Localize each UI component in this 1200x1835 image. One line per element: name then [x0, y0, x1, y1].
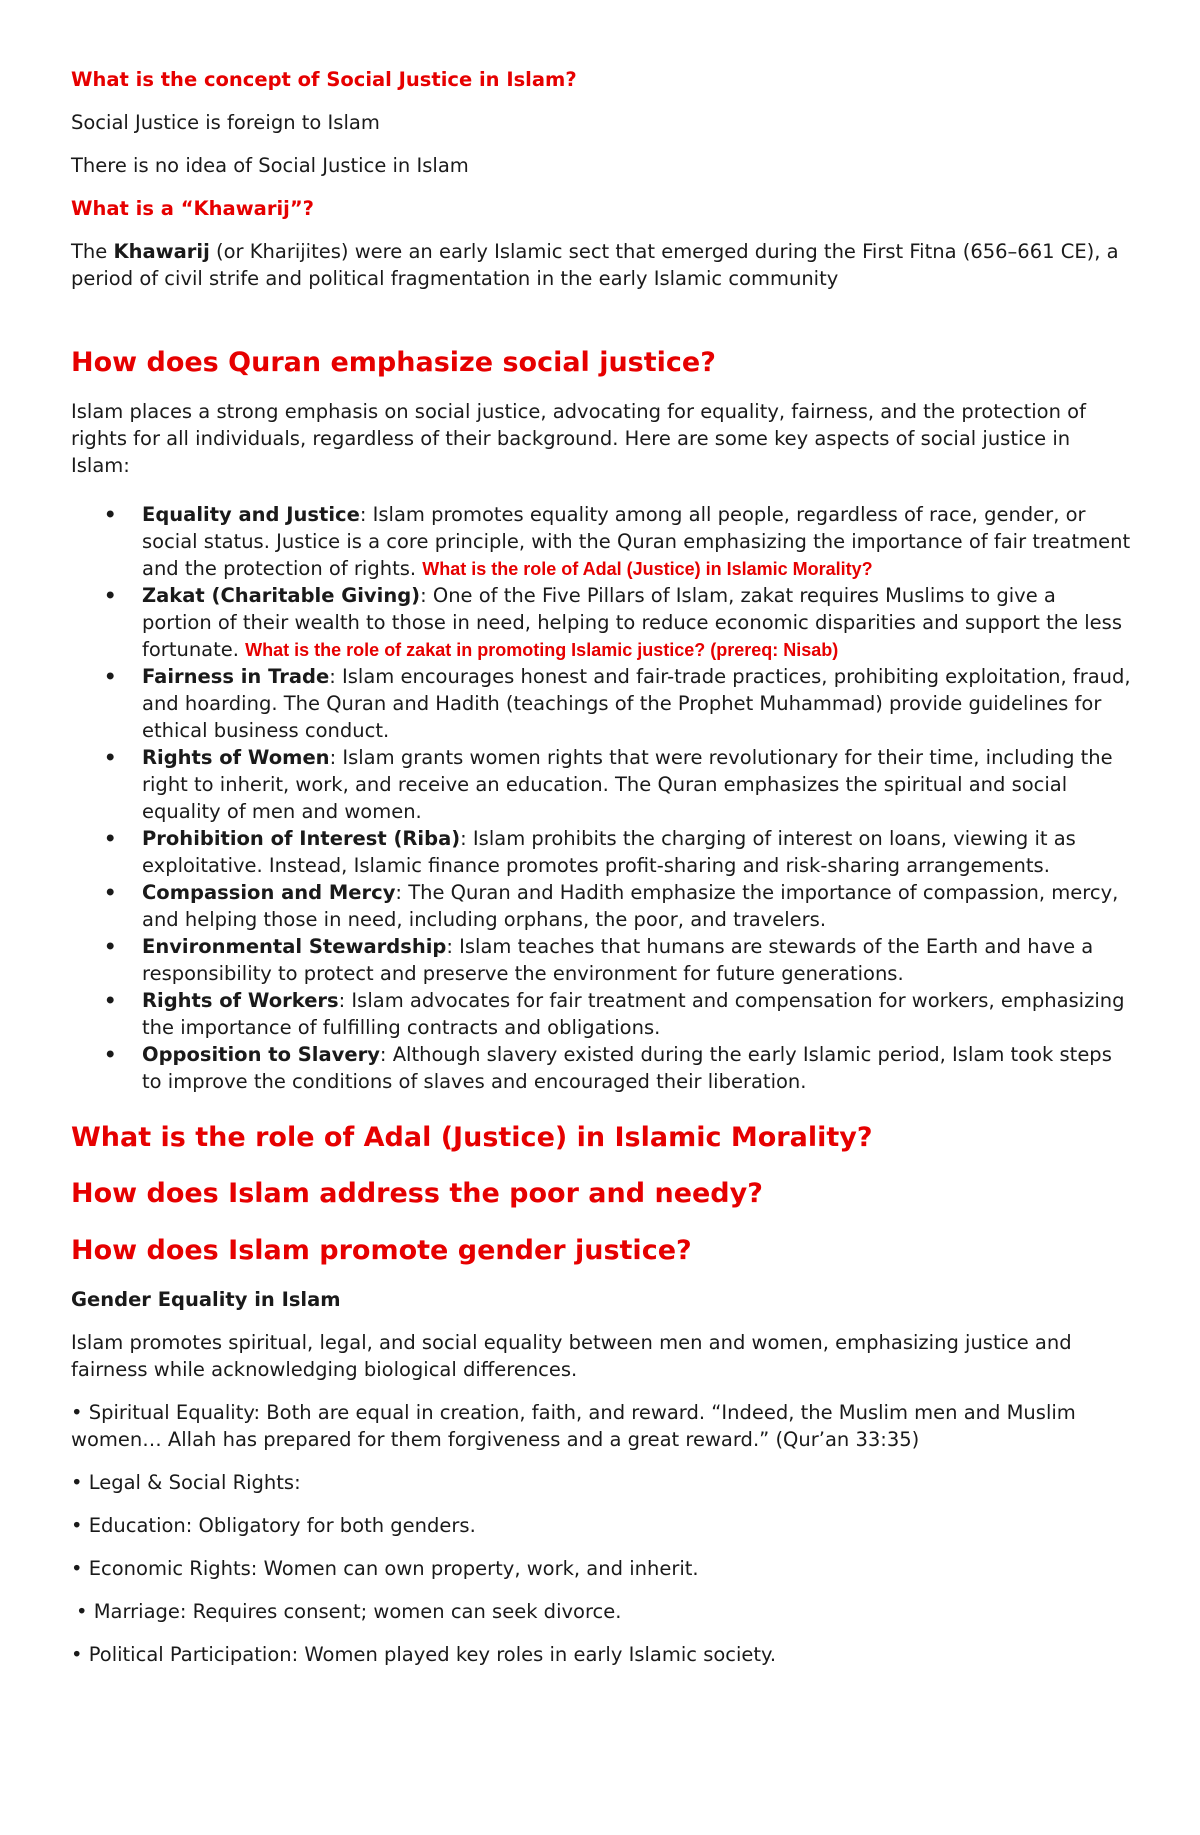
gender-intro-paragraph: Islam promotes spiritual, legal, and social equality between men and women, emphasizing justice and fairness while acknowledging biological differences. — [71, 1330, 1072, 1381]
aspect-text: : Although slavery existed during the early Islamic period, Islam took steps to improve the conditions of slaves and encouraged their liberation. — [142, 1043, 1112, 1093]
aspect-text: : The Quran and Hadith emphasize the importance of compassion, mercy, and helping those in need, including orphans, the poor, and travelers. — [142, 881, 1119, 931]
bullet-icon: • — [104, 746, 117, 769]
khawarij-description: (or Kharijites) were an early Islamic sect that emerged during the First Fitna (656–661 CE), a period of civil strife and political fragmentation in the early Islamic community — [71, 240, 1119, 290]
bullet-icon: • — [104, 665, 117, 688]
heading-quran-social-justice: How does Quran emphasize social justice? — [71, 347, 716, 378]
bullet-icon: • — [104, 584, 117, 607]
gender-equality-subheading: Gender Equality in Islam — [71, 1287, 341, 1311]
question-khawarij: What is a “Khawarij”? — [71, 197, 314, 220]
question-social-justice-concept: What is the concept of Social Justice in Islam? — [71, 68, 577, 91]
aspect-question: What is the role of zakat in promoting Islamic justice? (prereq: Nisab) — [245, 640, 839, 660]
list-item — [71, 582, 1131, 663]
aspect-text: : Islam promotes equality among all people, regardless of race, gender, or social status. Justice is a core principle, with the Quran emphasizing the importance of fair treatment and the protection of rights. — [142, 503, 1131, 580]
gender-point-economic: • Economic Rights: Women can own property, work, and inherit. — [71, 1556, 699, 1580]
list-item — [71, 933, 1131, 987]
bullet-icon: • — [104, 1043, 117, 1066]
list-item — [71, 744, 1131, 825]
list-item — [71, 501, 1131, 582]
aspect-term: Environmental Stewardship — [142, 935, 447, 958]
quran-intro-paragraph: Islam places a strong emphasis on social justice, advocating for equality, fairness, and the protection of rights for all individuals, regardless of their background. Here are some key aspects of social justice in Islam: — [71, 400, 1086, 477]
aspect-term: Equality and Justice — [142, 503, 360, 526]
aspect-term: Fairness in Trade — [142, 665, 330, 688]
bullet-icon: • — [104, 881, 117, 904]
aspect-text: : Islam advocates for fair treatment and compensation for workers, emphasizing the importance of fulfilling contracts and obligations. — [142, 989, 1125, 1039]
aspect-term: Rights of Workers — [142, 989, 339, 1012]
gender-point-spiritual: • Spiritual Equality: Both are equal in creation, faith, and reward. “Indeed, the Muslim men and Muslim women… Allah has prepared for them forgiveness and a great reward.” (Qur’an 33:35) — [71, 1400, 1076, 1451]
khawarij-term: Khawarij — [113, 240, 210, 263]
gender-point-marriage: • Marriage: Requires consent; women can seek divorce. — [76, 1599, 622, 1623]
aspect-term: Compassion and Mercy — [142, 881, 396, 904]
heading-adal-question: What is the role of Adal (Justice) in Islamic Morality? — [71, 1122, 873, 1153]
aspect-text: : One of the Five Pillars of Islam, zakat requires Muslims to give a portion of their wealth to those in need, helping to reduce economic disparities and support the less fortunate. — [142, 584, 1122, 661]
list-item — [71, 879, 1131, 933]
aspect-text: : Islam prohibits the charging of interest on loans, viewing it as exploitative. Instead, Islamic finance promotes profit-sharing and risk-sharing arrangements. — [142, 827, 1076, 877]
bullet-icon: • — [104, 989, 117, 1012]
khawarij-paragraph — [71, 238, 1131, 292]
answer-line-1: Social Justice is foreign to Islam — [71, 111, 380, 134]
list-item — [71, 1041, 1131, 1095]
answer-line-2: There is no idea of Social Justice in Islam — [71, 154, 469, 177]
bullet-icon: • — [104, 827, 117, 850]
list-item — [71, 825, 1131, 879]
gender-point-education: • Education: Obligatory for both genders. — [71, 1513, 476, 1537]
heading-gender-justice-question: How does Islam promote gender justice? — [71, 1234, 692, 1266]
aspect-term: Opposition to Slavery — [142, 1043, 380, 1066]
aspect-term: Rights of Women — [142, 746, 330, 769]
document-body — [71, 66, 1131, 1684]
aspect-text: : Islam teaches that humans are stewards of the Earth and have a responsibility to protect and preserve the environment for future generations. — [142, 935, 1094, 985]
aspect-text: : Islam encourages honest and fair-trade practices, prohibiting exploitation, fraud, and hoarding. The Quran and Hadith (teachings of the Prophet Muhammad) provide guidelines for ethical business conduct. — [142, 665, 1131, 742]
list-item — [71, 987, 1131, 1041]
bullet-icon: • — [104, 935, 117, 958]
aspect-term: Zakat (Charitable Giving) — [142, 584, 421, 607]
heading-poor-needy-question: How does Islam address the poor and needy? — [71, 1178, 763, 1210]
gender-point-legal: • Legal & Social Rights: — [71, 1470, 301, 1494]
aspects-list — [71, 501, 1131, 1095]
aspect-question: What is the role of Adal (Justice) in Islamic Morality? — [422, 559, 873, 579]
list-item — [71, 663, 1131, 744]
khawarij-lead: The — [71, 240, 114, 263]
bullet-icon: • — [104, 503, 117, 526]
gender-point-political: • Political Participation: Women played key roles in early Islamic society. — [71, 1642, 777, 1666]
aspect-term: Prohibition of Interest (Riba) — [142, 827, 461, 850]
aspect-text: : Islam grants women rights that were revolutionary for their time, including the right to inherit, work, and receive an education. The Quran emphasizes the spiritual and social equality of men and women. — [142, 746, 1113, 823]
